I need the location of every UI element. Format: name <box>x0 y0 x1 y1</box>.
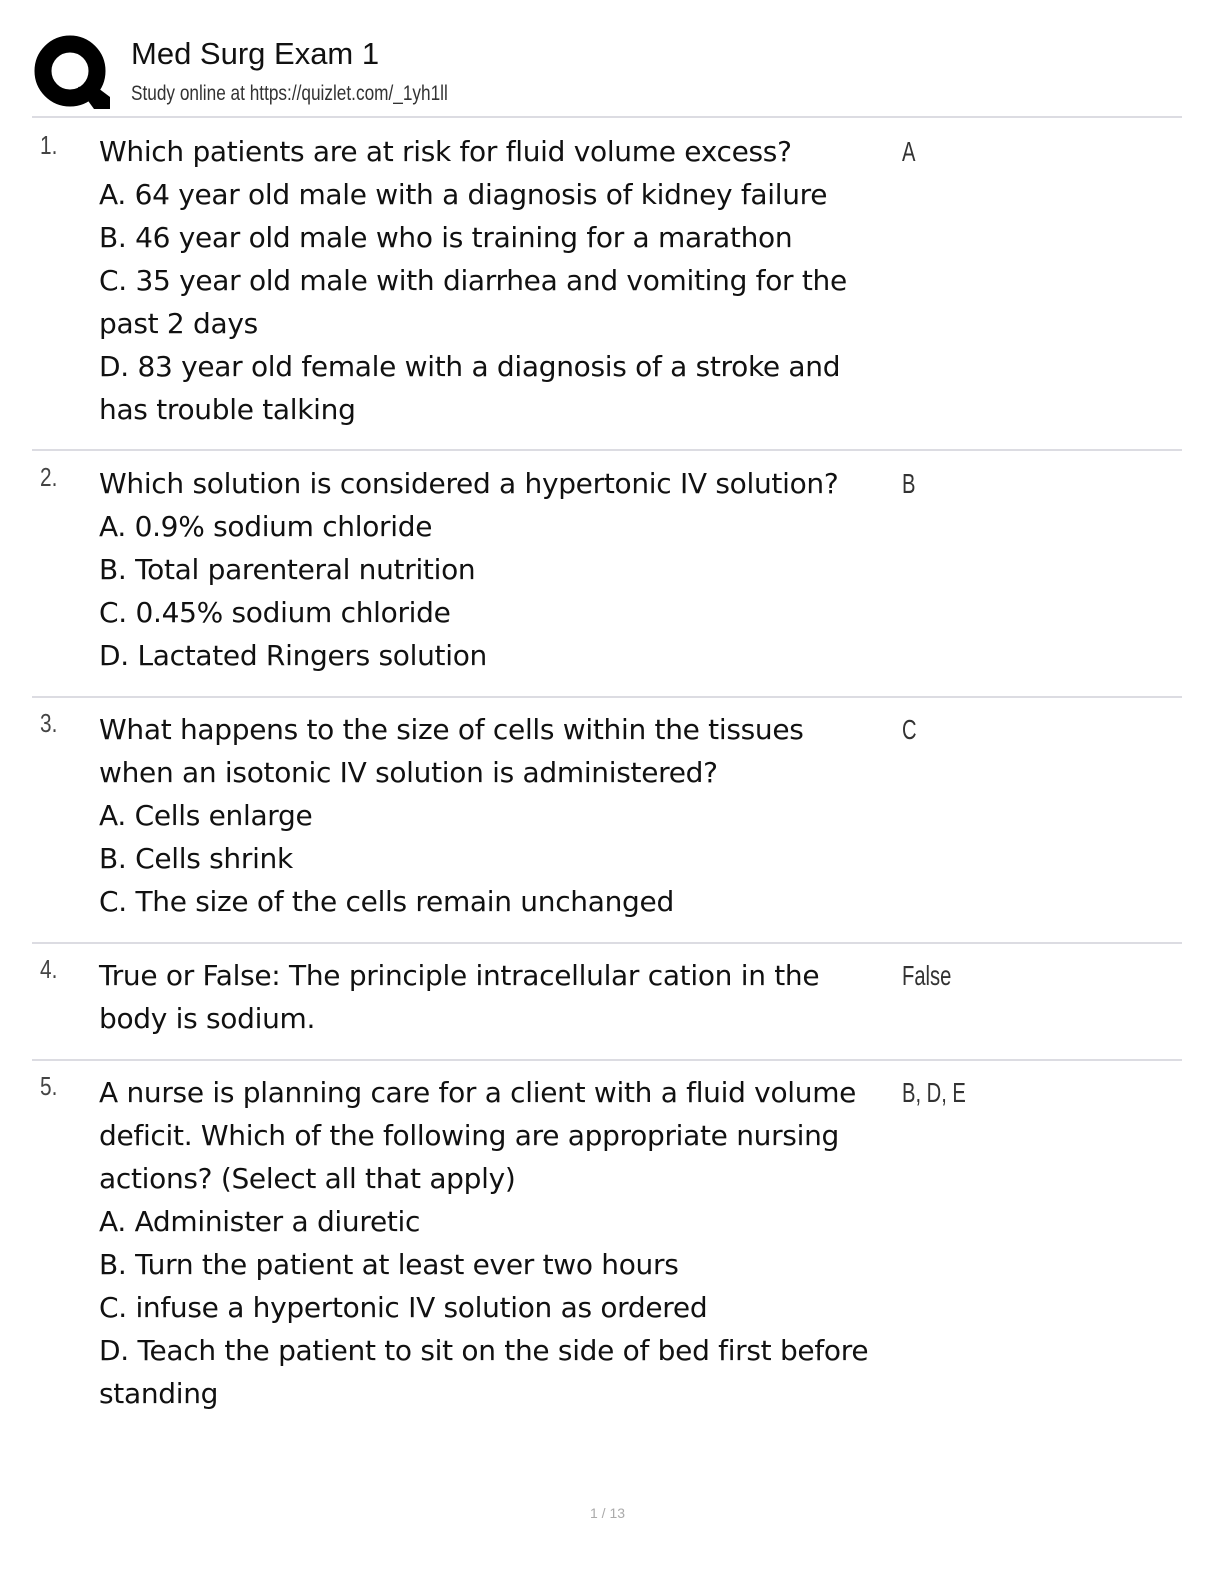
question-line: A nurse is planning care for a client with a fluid volume <box>99 1076 857 1109</box>
question-line: Which patients are at risk for fluid volume excess? <box>99 135 792 168</box>
question-text <box>99 708 804 923</box>
question-number: 2. <box>40 462 58 492</box>
header <box>32 32 1182 118</box>
question-line: D. Teach the patient to sit on the side of bed first before <box>99 1334 869 1367</box>
question-line: deficit. Which of the following are appropriate nursing <box>99 1119 839 1152</box>
question-line: B. Turn the patient at least ever two hours <box>99 1248 679 1281</box>
question-item <box>32 118 1182 451</box>
question-number: 1. <box>40 130 58 160</box>
question-line: C. The size of the cells remain unchanged <box>99 885 674 918</box>
question-line: B. Total parenteral nutrition <box>99 553 476 586</box>
answer: C <box>902 714 917 745</box>
quizlet-logo-icon <box>34 35 110 111</box>
question-line: has trouble talking <box>99 393 356 426</box>
question-line: Which solution is considered a hypertonic IV solution? <box>99 467 839 500</box>
question-line: A. 64 year old male with a diagnosis of kidney failure <box>99 178 828 211</box>
question-number: 3. <box>40 708 58 738</box>
question-line: C. 0.45% sodium chloride <box>99 596 451 629</box>
question-line: C. infuse a hypertonic IV solution as ordered <box>99 1291 708 1324</box>
question-line: True or False: The principle intracellular cation in the <box>99 959 820 992</box>
question-text <box>99 1071 868 1415</box>
question-item <box>32 696 1182 944</box>
question-line: What happens to the size of cells within the tissues <box>99 713 804 746</box>
answer: B <box>902 468 916 499</box>
page-number: 1 / 13 <box>590 1505 626 1521</box>
question-line: C. 35 year old male with diarrhea and vomiting for the <box>99 264 847 297</box>
question-item <box>32 942 1182 1061</box>
question-text <box>99 462 838 677</box>
question-line: B. 46 year old male who is training for a marathon <box>99 221 793 254</box>
question-item <box>32 1059 1182 1439</box>
question-number: 5. <box>40 1071 58 1101</box>
question-text <box>99 954 819 1040</box>
answer: B, D, E <box>902 1077 966 1108</box>
question-line: when an isotonic IV solution is administered? <box>99 756 718 789</box>
question-line: A. Cells enlarge <box>99 799 313 832</box>
question-line: body is sodium. <box>99 1002 316 1035</box>
study-link[interactable]: Study online at https://quizlet.com/_1yh1ll <box>131 82 448 105</box>
question-line: D. Lactated Ringers solution <box>99 639 487 672</box>
page-title: Med Surg Exam 1 <box>131 36 380 71</box>
answer: A <box>902 136 916 167</box>
question-line: past 2 days <box>99 307 258 340</box>
question-line: standing <box>99 1377 219 1410</box>
question-line: D. 83 year old female with a diagnosis of a stroke and <box>99 350 841 383</box>
question-number: 4. <box>40 954 58 984</box>
question-line: A. 0.9% sodium chloride <box>99 510 433 543</box>
question-line: A. Administer a diuretic <box>99 1205 421 1238</box>
question-line: actions? (Select all that apply) <box>99 1162 516 1195</box>
question-line: B. Cells shrink <box>99 842 293 875</box>
answer: False <box>902 960 952 991</box>
question-text <box>99 130 847 431</box>
question-item <box>32 450 1182 698</box>
